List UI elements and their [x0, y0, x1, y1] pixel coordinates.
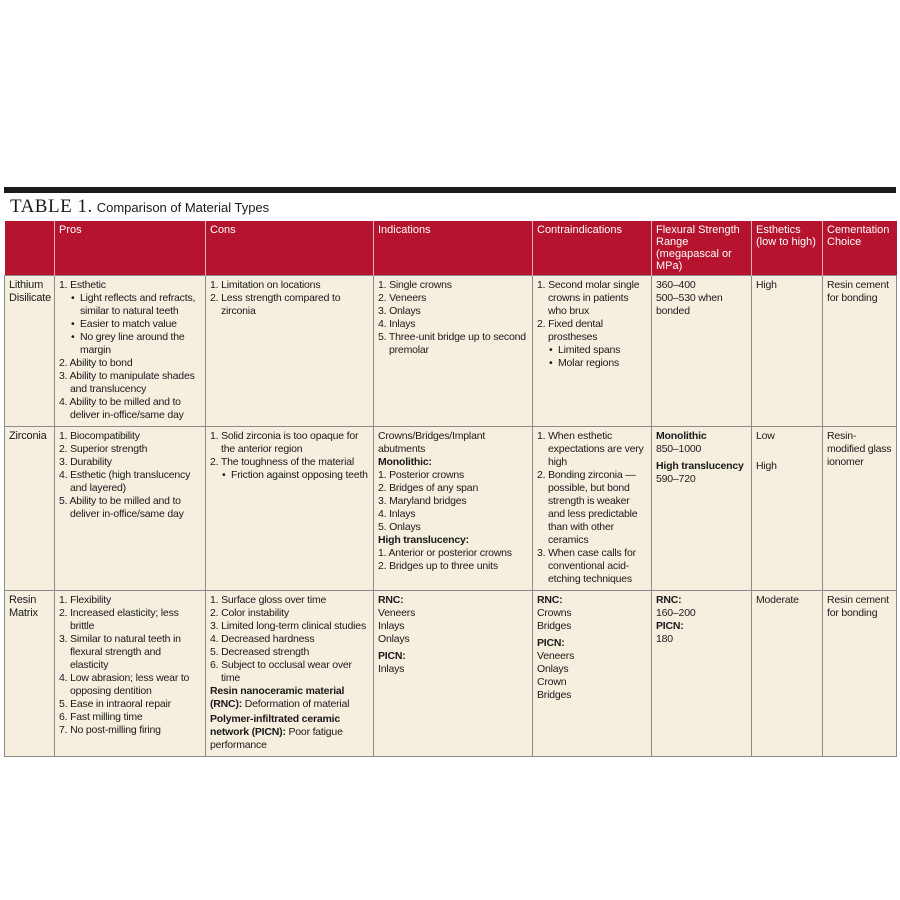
cementation-cell: Resin cement for bonding	[823, 591, 897, 757]
flexural-strength-cell: 360–400 500–530 when bonded	[652, 276, 752, 427]
table-caption: Comparison of Material Types	[96, 200, 270, 215]
cons-cell: 1. Surface gloss over time 2. Color instability 3. Limited long-term clinical studies 4. Decreased hardness 5. Decreased strength 6. Subject to occlusal wear over time Resin nanoceramic material (RNC): Deformation of material Polymer-infiltrated ceramic network (PICN): Poor fatigue performance	[206, 591, 374, 757]
contraindications-cell: 1. Second molar single crowns in patients who brux 2. Fixed dental prostheses • Limited spans • Molar regions	[533, 276, 652, 427]
header-pros: Pros	[55, 221, 206, 276]
table-row	[5, 276, 897, 427]
table-row	[5, 427, 897, 591]
esthetics-cell: Low High	[752, 427, 823, 591]
table-title	[4, 193, 896, 221]
material-name: Lithium Disilicate	[5, 276, 55, 427]
material-name: Resin Matrix	[5, 591, 55, 757]
esthetics-cell: High	[752, 276, 823, 427]
cementation-cell: Resin-modified glass ionomer	[823, 427, 897, 591]
header-contraindications: Contraindications	[533, 221, 652, 276]
header-cementation: Cementation Choice	[823, 221, 897, 276]
header-esthetics: Esthetics (low to high)	[752, 221, 823, 276]
header-cons: Cons	[206, 221, 374, 276]
pros-cell: 1. Esthetic • Light reflects and refracts, similar to natural teeth • Easier to match value • No grey line around the margin 2. Ability to bond 3. Ability to manipulate shades and translucency 4. Ability to be milled and to deliver in-office/same day	[55, 276, 206, 427]
indications-cell: 1. Single crowns 2. Veneers 3. Onlays 4. Inlays 5. Three-unit bridge up to second premolar	[374, 276, 533, 427]
header-row	[5, 221, 897, 276]
pros-cell: 1. Biocompatibility 2. Superior strength 3. Durability 4. Esthetic (high translucency and layered) 5. Ability to be milled and to deliver in-office/same day	[55, 427, 206, 591]
contraindications-cell: RNC: Crowns Bridges PICN: Veneers Onlays Crown Bridges	[533, 591, 652, 757]
pros-cell: 1. Flexibility 2. Increased elasticity; less brittle 3. Similar to natural teeth in flexural strength and elasticity 4. Low abrasion; less wear to opposing dentition 5. Ease in intraoral repair 6. Fast milling time 7. No post-milling firing	[55, 591, 206, 757]
table-row	[5, 591, 897, 757]
contraindications-cell: 1. When esthetic expectations are very high 2. Bonding zirconia — possible, but bond strength is weaker and less predictable than with other ceramics 3. When case calls for conventional acid-etching techniques	[533, 427, 652, 591]
header-corner	[5, 221, 55, 276]
header-flexural-strength: Flexural Strength Range (megapascal or MPa)	[652, 221, 752, 276]
cons-cell: 1. Solid zirconia is too opaque for the anterior region 2. The toughness of the material • Friction against opposing teeth	[206, 427, 374, 591]
comparison-table	[4, 221, 897, 757]
table-number: TABLE 1.	[10, 196, 93, 217]
cementation-cell: Resin cement for bonding	[823, 276, 897, 427]
cons-cell: 1. Limitation on locations 2. Less strength compared to zirconia	[206, 276, 374, 427]
flexural-strength-cell: Monolithic 850–1000 High translucency 590–720	[652, 427, 752, 591]
indications-cell: Crowns/Bridges/Implant abutments Monolithic: 1. Posterior crowns 2. Bridges of any span 3. Maryland bridges 4. Inlays 5. Onlays High translucency: 1. Anterior or posterior crowns 2. Bridges up to three units	[374, 427, 533, 591]
header-indications: Indications	[374, 221, 533, 276]
esthetics-cell: Moderate	[752, 591, 823, 757]
material-name: Zirconia	[5, 427, 55, 591]
indications-cell: RNC: Veneers Inlays Onlays PICN: Inlays	[374, 591, 533, 757]
material-comparison-table-block	[4, 187, 896, 757]
flexural-strength-cell: RNC: 160–200 PICN: 180	[652, 591, 752, 757]
